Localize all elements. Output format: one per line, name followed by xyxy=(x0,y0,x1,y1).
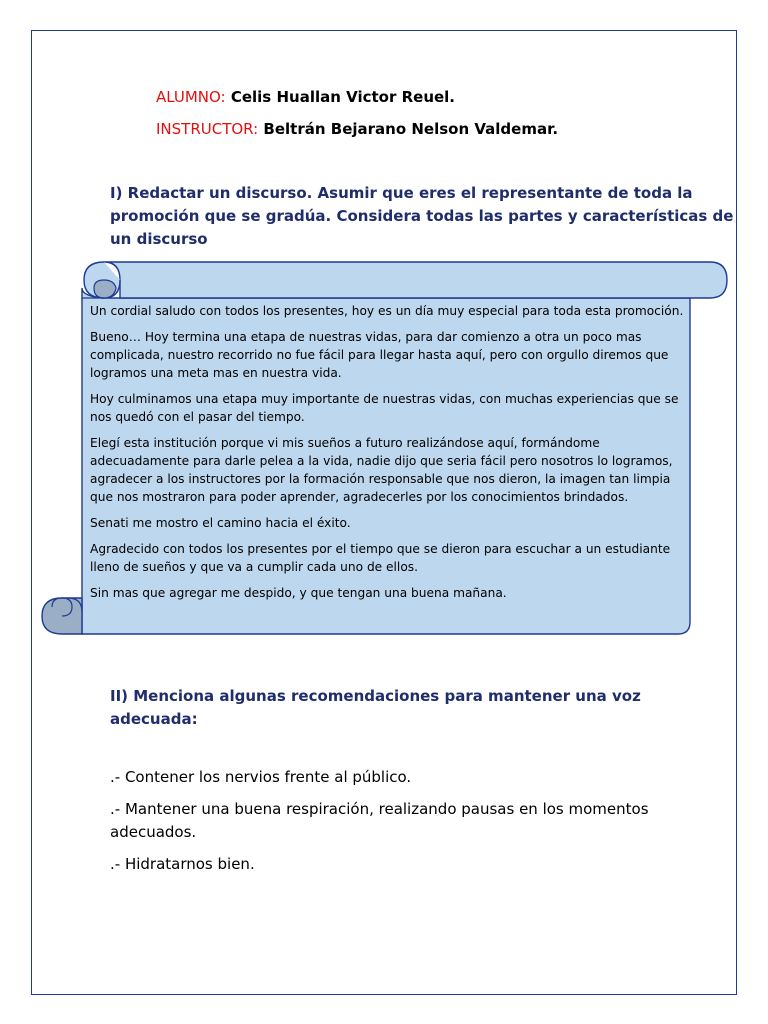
question-2-line: II) Menciona algunas recomendaciones para mantener una voz xyxy=(110,687,641,705)
speech-paragraph: Agradecido con todos los presentes por el tiempo que se dieron para escuchar a un estudiante lleno de sueños y que va a cumplir cada uno de ellos. xyxy=(90,542,671,574)
question-2-line: adecuada: xyxy=(110,710,198,728)
instructor-name: Beltrán Bejarano Nelson Valdemar. xyxy=(263,120,559,138)
recommendation-line: adecuados. xyxy=(110,823,197,841)
speech-paragraph: Un cordial saludo con todos los presentes, hoy es un día muy especial para toda esta promoción. xyxy=(90,304,684,318)
student-name: Celis Huallan Victor Reuel. xyxy=(230,88,456,106)
question-1-line: I) Redactar un discurso. Asumir que eres el representante de toda la xyxy=(110,184,693,202)
recommendation-item: .- Hidratarnos bien. xyxy=(110,855,255,873)
speech-paragraph: Elegí esta institución porque vi mis sueños a futuro realizándose aquí, formándome adecuadamente para darle pelea a la vida, nadie dijo que seria fácil pero nosotros lo logramos, agradecer a los instructores por la formación responsable que nos dieron, la imagen tan limpia que nos mostraron para poder aprender, agradecerles por los conocimientos brindados. xyxy=(90,436,673,504)
speech-paragraph: Bueno… Hoy termina una etapa de nuestras vidas, para dar comienzo a otra un poco mas complicada, nuestro recorrido no fue fácil para llegar hasta aquí, pero con orgullo diremos que logramos una meta mas en nuestra vida. xyxy=(90,330,669,380)
instructor-label: INSTRUCTOR: xyxy=(156,120,259,138)
question-1-line: promoción que se gradúa. Considera todas las partes y características de xyxy=(110,207,734,225)
recommendation-item: .- Contener los nervios frente al público. xyxy=(110,768,412,786)
student-label: ALUMNO: xyxy=(156,88,226,106)
scroll-top-roll xyxy=(104,262,727,298)
speech-paragraph: Hoy culminamos una etapa muy importante de nuestras vidas, con muchas experiencias que se nos quedó con el pasar del tiempo. xyxy=(90,392,679,424)
scroll-top-curl xyxy=(94,280,116,298)
question-1-line: un discurso xyxy=(110,230,208,248)
speech-text xyxy=(90,302,690,610)
speech-paragraph: Sin mas que agregar me despido, y que tengan una buena mañana. xyxy=(90,586,507,600)
question-2 xyxy=(110,685,641,731)
recommendation-item xyxy=(110,798,649,844)
recommendation-line: .- Mantener una buena respiración, realizando pausas en los momentos xyxy=(110,800,649,818)
speech-paragraph: Senati me mostro el camino hacia el éxito. xyxy=(90,516,351,530)
